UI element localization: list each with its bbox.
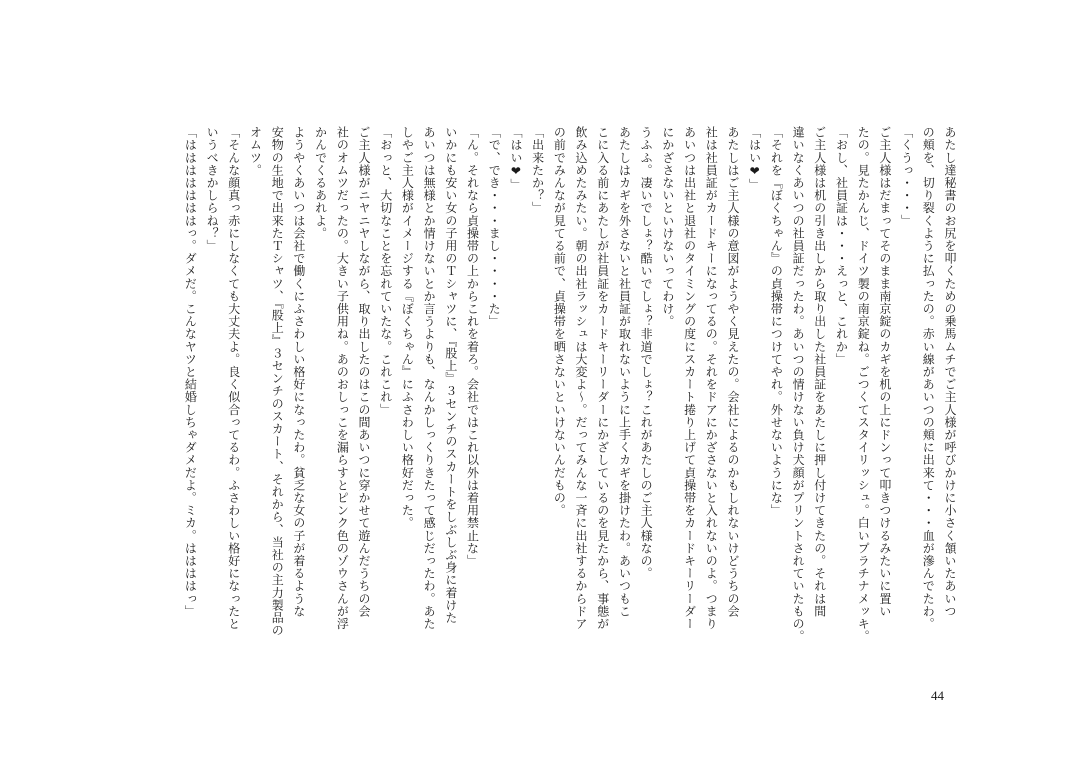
text-line: 社のオムツだったの。大きい子供用ね。あのおしっこを漏らすとピンク色のゾウさんが浮 [335, 126, 350, 630]
text-line: 「出来たか？」 [530, 126, 545, 215]
text-line: 「おし、社員証は・・・えっと、これか」 [834, 126, 849, 366]
text-line: しやご主人様がイメージする『ぼくちゃん』にふさわしい格好だった。 [400, 126, 415, 530]
text-line: ご主人様はだまってそのまま南京錠のカギを机の上にドンって叩きつけるみたいに置い [877, 126, 892, 618]
text-line: 「で、でき・・・まし・・・・た」 [487, 126, 502, 328]
text-line: 「はい❤」 [508, 126, 523, 191]
text-line: 「おっと、大切なことを忘れていたな。これこれ」 [378, 126, 393, 416]
text-line: 「はははははははっ。ダメだ。こんなヤツと結婚しちゃダメだよ。ミカ。ははははっ」 [183, 126, 198, 618]
text-line: あいつは出社と退社のタイミングの度にスカート捲り上げて貞操帯をカードキーリーダー [682, 126, 697, 630]
text-line: オムツ。 [248, 126, 263, 177]
text-line: 違いなくあいつの社員証だったわ。あいつの情けない負け犬顔がプリントされていたもの。 [791, 126, 806, 643]
text-line: 「はい❤」 [747, 126, 762, 191]
text-line: 安物の生地で出来たＴシャツ、『股上』３センチのスカート、それから、当社の主力製品の [270, 126, 285, 637]
text-line: の前でみんなが見てる前で、貞操帯を晒さないといけないんだもの。 [552, 126, 567, 517]
text-line: ご主人様は机の引き出しから取り出した社員証をあたしに押し付けてきたの。それは間 [812, 126, 827, 618]
text-line: ご主人様がニヤニヤしながら、取り出したのはこの間あいつに穿かせて遊んだうちの会 [357, 126, 372, 618]
text-line: の頬を、切り裂くように払ったの。赤い線があいつの頬に出来て・・・血が滲んでたわ。 [921, 126, 936, 630]
text-line: 「くうっ・・・」 [899, 126, 914, 227]
text-line: ようやくあいつは会社で働くにふさわしい格好になったわ。貧乏な女の子が着るような [291, 126, 306, 618]
text-line: あたしはご主人様の意図がようやく見えたの。会社によるのかもしれないけどうちの会 [725, 126, 740, 618]
text-line: あたし達秘書のお尻を叩くための乗馬ムチでご主人様が呼びかけに小さく頷いたあいつ [943, 126, 957, 618]
text-line: 「そんな顔真っ赤にしなくても大丈夫よ。良く似合ってるわ。ふさわしい格好になったと [226, 126, 241, 630]
text-line: 「それを『ぼくちゃん』の貞操帯につけてやれ。外せないようにな」 [769, 126, 784, 517]
text-line: いうべきかしらね？」 [205, 126, 220, 252]
text-line: あいつは無様とか情けないとか言うよりも、なんかしっくりきたって感じだったわ。あた [422, 126, 437, 630]
text-line: こに入る前にあたしが社員証をカードキーリーダーにかざしているのを見たから、事態が [595, 126, 610, 630]
text-line: にかざさないといけないってわけ。 [660, 126, 675, 328]
text-line: あたしはカギを外さないと社員証が取れないように上手くカギを掛けたわ。あいつもこ [617, 126, 632, 618]
text-line: かんでくるあれよ。 [313, 126, 328, 240]
text-line: 飲み込めたみたい。朝の出社ラッシュは大変よ～。だってみんな一斉に出社するからドア [574, 126, 589, 630]
text-line: たの。見たかんじ、ドイツ製の南京錠ね。ごつくてスタイリッシュ。白いプラチナメッキ。 [856, 126, 871, 643]
page-number: 44 [931, 688, 944, 703]
text-line: いかにも安い女の子用のＴシャツに、『股上』３センチのスカートをしぶしぶ身に着けた [443, 126, 458, 624]
text-line: うふふ。凄いでしょ？酷いでしょ？非道でしょ？これがあたしのご主人様なの。 [639, 126, 654, 580]
text-line: 社は社員証がカードキーになってるの。それをドアにかざさないと入れないのよ。つまり [704, 126, 719, 630]
text-line: 「ん。それなら貞操帯の上からこれを着ろ。会社ではこれ以外は着用禁止な」 [465, 126, 480, 567]
vertical-text-body [179, 126, 960, 656]
